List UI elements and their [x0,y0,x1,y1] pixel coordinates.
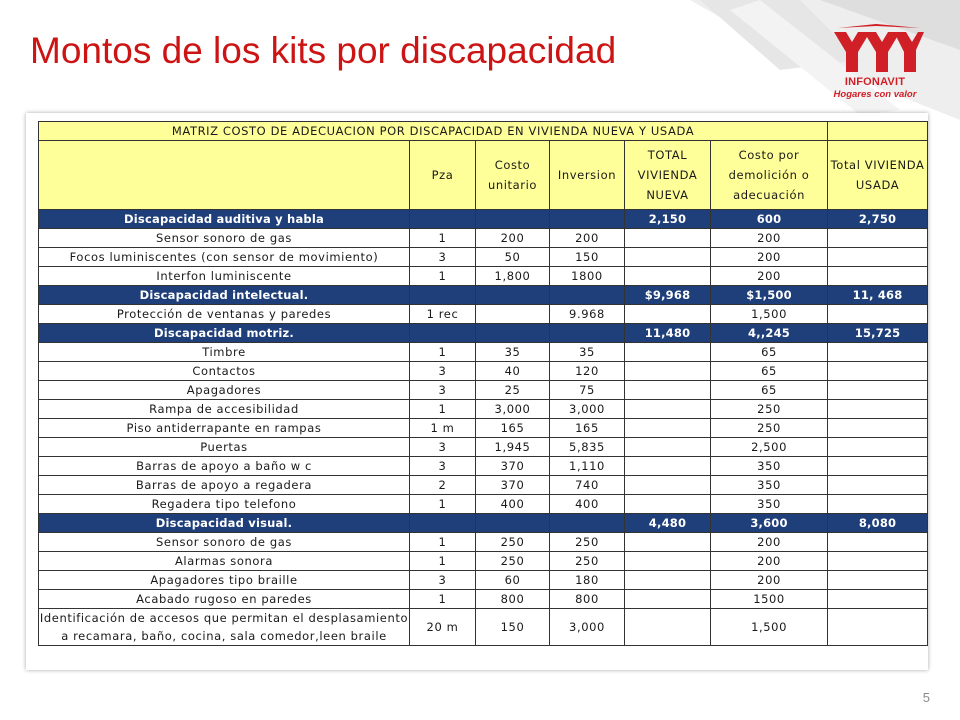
section-total-usada: 15,725 [828,324,928,343]
item-total-usada [828,381,928,400]
item-inversion: 5,835 [550,438,625,457]
table-row [39,400,928,419]
item-pza: 1 [410,343,476,362]
table-row [39,343,928,362]
item-total-nueva [625,495,711,514]
item-total-nueva [625,609,711,646]
item-total-usada [828,229,928,248]
item-total-nueva [625,438,711,457]
item-costo-unitario: 50 [476,248,550,267]
item-concepto: Apagadores [39,381,410,400]
item-demolicion: 2,500 [711,438,828,457]
item-costo-unitario: 150 [476,609,550,646]
item-pza: 1 [410,552,476,571]
header-pza: Pza [410,141,476,210]
section-inversion [550,286,625,305]
item-demolicion: 65 [711,362,828,381]
item-demolicion: 200 [711,533,828,552]
item-pza: 3 [410,438,476,457]
item-inversion: 1800 [550,267,625,286]
item-costo-unitario: 370 [476,457,550,476]
item-costo-unitario: 3,000 [476,400,550,419]
item-pza: 3 [410,571,476,590]
item-concepto: Puertas [39,438,410,457]
item-demolicion: 350 [711,495,828,514]
item-total-nueva [625,419,711,438]
item-total-usada [828,362,928,381]
table-row [39,495,928,514]
item-inversion: 250 [550,552,625,571]
item-inversion: 150 [550,248,625,267]
table-row [39,571,928,590]
item-inversion: 180 [550,571,625,590]
item-total-usada [828,476,928,495]
item-concepto: Piso antiderrapante en rampas [39,419,410,438]
item-total-nueva [625,552,711,571]
item-total-usada [828,533,928,552]
item-demolicion: 1,500 [711,305,828,324]
item-inversion: 740 [550,476,625,495]
item-inversion: 9.968 [550,305,625,324]
item-costo-unitario: 250 [476,533,550,552]
table-row [39,362,928,381]
item-total-usada [828,419,928,438]
header-total-usada: Total VIVIENDA USADA [828,141,928,210]
item-pza: 1 m [410,419,476,438]
section-row [39,514,928,533]
item-inversion: 165 [550,419,625,438]
item-total-usada [828,438,928,457]
item-total-usada [828,571,928,590]
table-row [39,438,928,457]
item-pza: 1 rec [410,305,476,324]
item-costo-unitario: 400 [476,495,550,514]
section-row [39,286,928,305]
item-costo-unitario [476,305,550,324]
item-demolicion: 250 [711,419,828,438]
table-row [39,267,928,286]
item-costo-unitario: 250 [476,552,550,571]
item-demolicion: 200 [711,571,828,590]
item-total-usada [828,400,928,419]
item-total-nueva [625,457,711,476]
item-total-usada [828,305,928,324]
item-pza: 2 [410,476,476,495]
section-pza [410,324,476,343]
section-costo [476,514,550,533]
section-pza [410,514,476,533]
item-pza: 1 [410,267,476,286]
item-total-usada [828,267,928,286]
item-total-usada [828,457,928,476]
section-total-nueva: 2,150 [625,210,711,229]
item-pza: 1 [410,400,476,419]
item-demolicion: 200 [711,248,828,267]
item-total-nueva [625,381,711,400]
item-concepto: Alarmas sonora [39,552,410,571]
item-total-usada [828,590,928,609]
item-inversion: 1,110 [550,457,625,476]
section-pza [410,210,476,229]
header-costo-unitario: Costo unitario [476,141,550,210]
table-row [39,590,928,609]
logo-tagline: Hogares con valor [833,89,917,100]
item-costo-unitario: 35 [476,343,550,362]
item-total-usada [828,495,928,514]
table-row [39,381,928,400]
item-pza: 20 m [410,609,476,646]
section-costo [476,324,550,343]
section-total-usada: 8,080 [828,514,928,533]
table-row [39,419,928,438]
table-row [39,533,928,552]
item-concepto: Apagadores tipo braille [39,571,410,590]
section-total-usada: 11, 468 [828,286,928,305]
item-concepto: Barras de apoyo a regadera [39,476,410,495]
item-total-nueva [625,362,711,381]
item-total-usada [828,343,928,362]
section-name: Discapacidad visual. [39,514,410,533]
section-total-nueva: $9,968 [625,286,711,305]
section-total-nueva: 4,480 [625,514,711,533]
item-total-nueva [625,400,711,419]
item-total-nueva [625,571,711,590]
item-demolicion: 65 [711,343,828,362]
item-total-nueva [625,590,711,609]
item-inversion: 400 [550,495,625,514]
item-concepto: Focos luminiscentes (con sensor de movimiento) [39,248,410,267]
section-inversion [550,324,625,343]
header-inversion: Inversion [550,141,625,210]
section-demolicion: 600 [711,210,828,229]
item-costo-unitario: 40 [476,362,550,381]
section-total-usada: 2,750 [828,210,928,229]
item-demolicion: 200 [711,229,828,248]
cost-matrix-table [38,121,928,646]
item-total-usada [828,609,928,646]
header-concepto [39,141,410,210]
page-number: 5 [922,690,930,705]
caption-blank-cell [828,122,928,141]
item-costo-unitario: 60 [476,571,550,590]
item-pza: 3 [410,457,476,476]
item-pza: 1 [410,533,476,552]
item-inversion: 200 [550,229,625,248]
item-total-nueva [625,248,711,267]
item-concepto: Rampa de accesibilidad [39,400,410,419]
item-concepto: Timbre [39,343,410,362]
table-row [39,305,928,324]
item-pza: 1 [410,495,476,514]
item-costo-unitario: 25 [476,381,550,400]
table-row [39,229,928,248]
item-demolicion: 200 [711,267,828,286]
item-pza: 3 [410,248,476,267]
item-total-usada [828,248,928,267]
section-name: Discapacidad motriz. [39,324,410,343]
section-row [39,210,928,229]
section-pza [410,286,476,305]
section-demolicion: 4,,245 [711,324,828,343]
item-total-nueva [625,305,711,324]
table-caption: MATRIZ COSTO DE ADECUACION POR DISCAPACIDAD EN VIVIENDA NUEVA Y USADA [39,122,828,141]
item-concepto: Acabado rugoso en paredes [39,590,410,609]
item-concepto: Regadera tipo telefono [39,495,410,514]
table-row [39,476,928,495]
item-costo-unitario: 1,800 [476,267,550,286]
item-costo-unitario: 200 [476,229,550,248]
item-concepto: Contactos [39,362,410,381]
section-row [39,324,928,343]
item-demolicion: 250 [711,400,828,419]
item-total-nueva [625,229,711,248]
table-row [39,248,928,267]
item-total-nueva [625,533,711,552]
item-demolicion: 1,500 [711,609,828,646]
item-concepto: Interfon luminiscente [39,267,410,286]
section-name: Discapacidad auditiva y habla [39,210,410,229]
item-inversion: 35 [550,343,625,362]
section-demolicion: $1,500 [711,286,828,305]
item-total-nueva [625,267,711,286]
item-inversion: 3,000 [550,609,625,646]
item-pza: 3 [410,381,476,400]
section-costo [476,286,550,305]
item-demolicion: 65 [711,381,828,400]
item-concepto: Barras de apoyo a baño w c [39,457,410,476]
item-costo-unitario: 800 [476,590,550,609]
section-total-nueva: 11,480 [625,324,711,343]
item-inversion: 250 [550,533,625,552]
section-name: Discapacidad intelectual. [39,286,410,305]
section-inversion [550,514,625,533]
item-demolicion: 350 [711,476,828,495]
item-total-nueva [625,343,711,362]
item-concepto: Protección de ventanas y paredes [39,305,410,324]
item-concepto: Sensor sonoro de gas [39,229,410,248]
table-row [39,609,928,646]
item-total-usada [828,552,928,571]
item-demolicion: 200 [711,552,828,571]
slide-title: Montos de los kits por discapacidad [30,30,617,71]
item-pza: 3 [410,362,476,381]
item-inversion: 75 [550,381,625,400]
item-demolicion: 1500 [711,590,828,609]
section-costo [476,210,550,229]
item-demolicion: 350 [711,457,828,476]
section-demolicion: 3,600 [711,514,828,533]
item-costo-unitario: 1,945 [476,438,550,457]
header-total-nueva: TOTAL VIVIENDA NUEVA [625,141,711,210]
item-costo-unitario: 165 [476,419,550,438]
item-inversion: 3,000 [550,400,625,419]
header-costo-demolicion: Costo por demolición o adecuación [711,141,828,210]
item-concepto: Identificación de accesos que permitan el desplasamiento a recamara, baño, cocina, sala comedor,leen braile [39,609,410,646]
item-inversion: 800 [550,590,625,609]
item-pza: 1 [410,590,476,609]
item-total-nueva [625,476,711,495]
item-pza: 1 [410,229,476,248]
item-inversion: 120 [550,362,625,381]
item-concepto: Sensor sonoro de gas [39,533,410,552]
section-inversion [550,210,625,229]
item-costo-unitario: 370 [476,476,550,495]
logo-brand-text: INFONAVIT [844,76,906,88]
table-row [39,552,928,571]
table-row [39,457,928,476]
